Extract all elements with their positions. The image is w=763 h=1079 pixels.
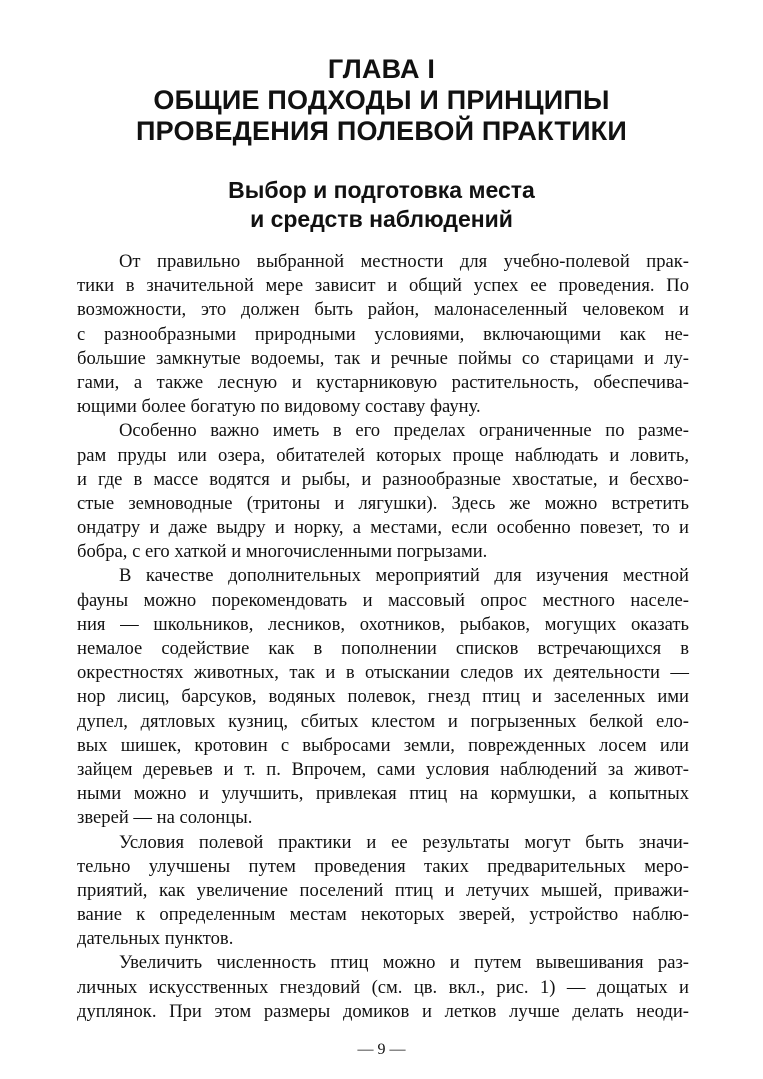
text-line: нор лисиц, барсуков, водяных полевок, гнезд птиц и заселенных ими: [77, 686, 689, 708]
page-number: — 9 —: [357, 1041, 406, 1058]
text-line: окрестностях животных, так и в отыскании следов их деятельности —: [77, 662, 689, 684]
body-text: [77, 250, 689, 1024]
paragraph: [77, 419, 689, 564]
text-line: вых шишек, кротовин с выбросами земли, поврежденных лосем или: [77, 734, 689, 756]
text-line: с разнообразными природными условиями, включающими как не-: [77, 323, 689, 345]
paragraph: [77, 250, 689, 419]
text-line: ондатру и даже выдру и норку, а местами, если особенно повезет, то и: [77, 517, 689, 539]
text-line: Особенно важно иметь в его пределах ограниченные по разме-: [119, 420, 689, 442]
text-line: дуплянок. При этом размеры домиков и летков лучше делать неоди-: [77, 1000, 689, 1022]
chapter-title-line-2: ПРОВЕДЕНИЯ ПОЛЕВОЙ ПРАКТИКИ: [136, 116, 627, 146]
text-line: рам пруды или озера, обитателей которых проще наблюдать и ловить,: [77, 444, 689, 466]
paragraph: [77, 564, 689, 830]
section-title-line-2: и средств наблюдений: [250, 206, 513, 232]
text-line: гами, а также лесную и кустарниковую растительность, обеспечива-: [77, 371, 689, 393]
text-line: приятий, как увеличение поселений птиц и летучих мышей, приважи-: [77, 879, 689, 901]
text-line: стые земноводные (тритоны и лягушки). Здесь же можно встретить: [77, 492, 689, 514]
text-line: бобра, с его хаткой и многочисленными погрызами.: [77, 541, 488, 563]
text-line: дательных пунктов.: [77, 928, 234, 950]
text-line: ными можно и улучшить, привлекая птиц на кормушки, а копытных: [77, 783, 689, 805]
section-title-line-1: Выбор и подготовка места: [228, 177, 535, 203]
text-line: большие замкнутые водоемы, так и речные поймы со старицами и лу-: [77, 347, 689, 369]
text-line: дупел, дятловых кузниц, сбитых клестом и погрызенных белкой ело-: [77, 710, 689, 732]
text-line: ющими более богатую по видовому составу фауну.: [77, 396, 481, 418]
text-line: Увеличить численность птиц можно и путем вывешивания раз-: [119, 952, 689, 974]
text-line: зверей — на солонцы.: [77, 807, 253, 829]
chapter-number: ГЛАВА I: [327, 54, 436, 84]
text-line: фауны можно порекомендовать и массовый опрос местного населе-: [77, 589, 689, 611]
chapter-title-line-1: ОБЩИЕ ПОДХОДЫ И ПРИНЦИПЫ: [153, 85, 610, 115]
section-heading: [60, 176, 703, 234]
paragraph: [77, 831, 689, 952]
text-line: ния — школьников, лесников, охотников, рыбаков, могущих оказать: [77, 613, 689, 635]
text-line: тельно улучшены путем проведения таких предварительных меро-: [77, 855, 689, 877]
text-line: вание к определенным местам некоторых зверей, устройство наблю-: [77, 904, 689, 926]
text-line: возможности, это должен быть район, малонаселенный человеком и: [77, 299, 689, 321]
text-line: тики в значительной мере зависит и общий успех ее проведения. По: [77, 275, 689, 297]
text-line: Условия полевой практики и ее результаты могут быть значи-: [119, 831, 689, 853]
chapter-heading: [60, 54, 703, 147]
paragraph: [77, 951, 689, 1024]
text-line: личных искусственных гнездовий (см. цв. вкл., рис. 1) — дощатых и: [77, 976, 689, 998]
text-line: В качестве дополнительных мероприятий для изучения местной: [119, 565, 689, 587]
text-line: зайцем деревьев и т. п. Впрочем, сами условия наблюдений за живот-: [77, 758, 689, 780]
text-line: От правильно выбранной местности для учебно-полевой прак-: [119, 251, 689, 272]
text-line: немалое содействие как в пополнении списков встречающихся в: [77, 638, 689, 659]
text-line: и где в массе водятся и рыбы, и разнообразные хвостатые, и бесхво-: [77, 468, 689, 490]
